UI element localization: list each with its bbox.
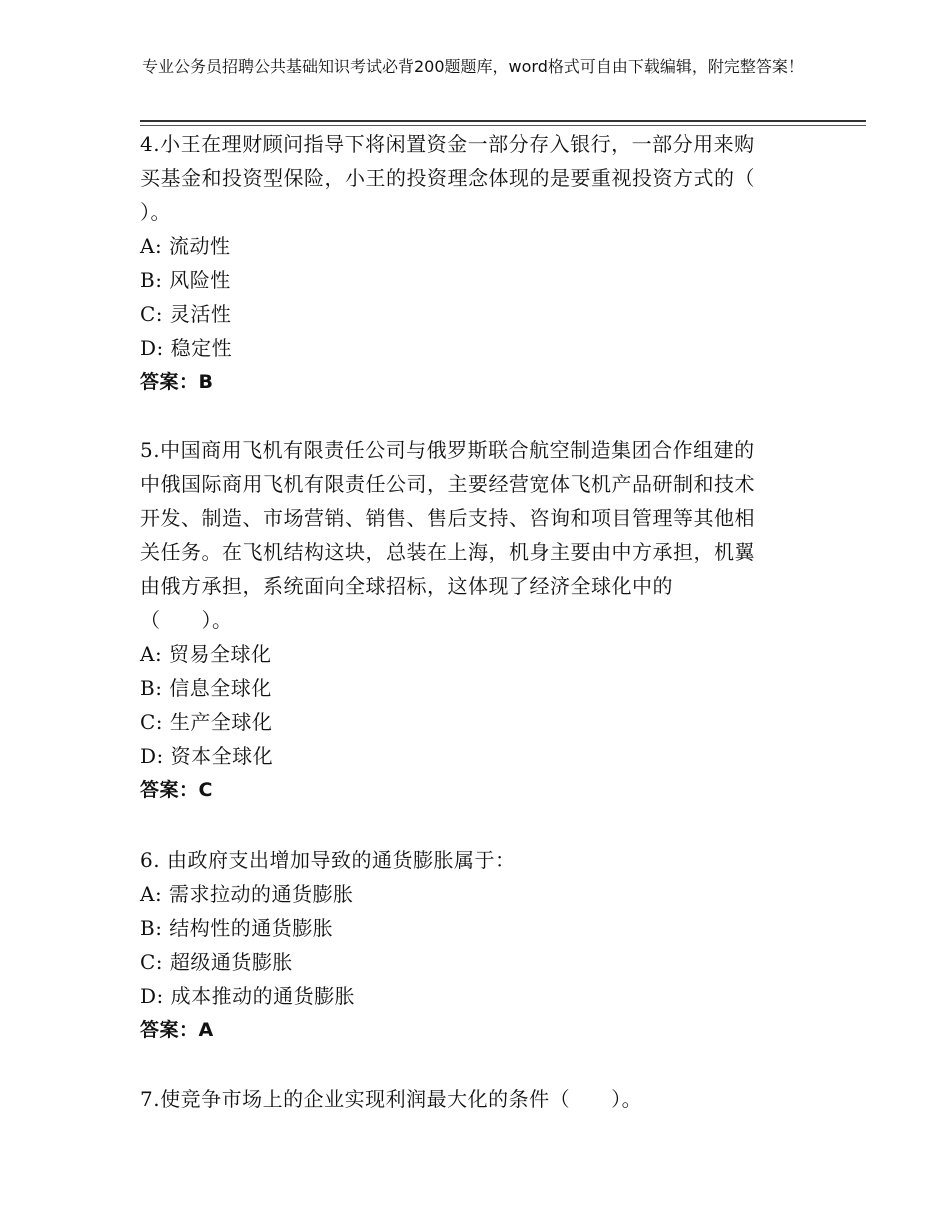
answer-line — [140, 1013, 810, 1047]
header-divider-thick — [140, 120, 866, 122]
option-text: 稳定性 — [170, 336, 233, 360]
question-stem-line: 4.小王在理财顾问指导下将闲置资金一部分存入银行，一部分用来购 — [140, 132, 755, 156]
option-label: D: — [140, 744, 164, 768]
option-label: A: — [140, 882, 163, 906]
question-stem-line: ）。 — [140, 200, 171, 224]
question-stem-line: 中俄国际商用飞机有限责任公司，主要经营宽体飞机产品研制和技术 — [140, 472, 755, 496]
option-d — [140, 739, 810, 773]
option-c — [140, 705, 810, 739]
option-text: 灵活性 — [169, 302, 232, 326]
answer-label: 答案： — [140, 779, 199, 801]
header-text: 专业公务员招聘公共基础知识考试必背200题题库，word格式可自由下载编辑，附完整答案！ — [142, 57, 804, 76]
question-stem-line: 由俄方承担，系统面向全球招标，这体现了经济全球化中的 — [140, 574, 673, 598]
question-stem-line: 6. 由政府支出增加导致的通货膨胀属于： — [140, 848, 516, 872]
question-stem-line: 关任务。在飞机结构这块，总装在上海，机身主要由中方承担，机翼 — [140, 540, 755, 564]
option-a — [140, 229, 810, 263]
option-text: 风险性 — [169, 268, 231, 292]
answer-value: B — [198, 371, 214, 393]
question-stem-line: （ ）。 — [140, 608, 233, 632]
question-5 — [140, 433, 810, 807]
option-label: B: — [140, 916, 163, 940]
answer-label: 答案： — [140, 1019, 199, 1041]
option-a — [140, 637, 810, 671]
option-label: A: — [140, 642, 163, 666]
question-6 — [140, 843, 810, 1047]
option-text: 流动性 — [169, 234, 231, 258]
answer-label: 答案： — [140, 371, 199, 393]
option-label: D: — [140, 336, 164, 360]
option-label: B: — [140, 676, 163, 700]
option-text: 贸易全球化 — [169, 642, 272, 666]
option-text: 需求拉动的通货膨胀 — [169, 882, 354, 906]
option-label: D: — [140, 984, 164, 1008]
option-c — [140, 945, 810, 979]
header-divider-thin — [140, 125, 866, 126]
answer-line — [140, 365, 810, 399]
document-header — [142, 56, 842, 78]
option-b — [140, 911, 810, 945]
option-c — [140, 297, 810, 331]
question-7 — [140, 1082, 810, 1116]
option-text: 超级通货膨胀 — [169, 950, 293, 974]
question-stem-line: 7.使竞争市场上的企业实现利润最大化的条件（ ）。 — [140, 1087, 643, 1111]
question-4 — [140, 127, 810, 399]
option-d — [140, 331, 810, 365]
question-stem-line: 买基金和投资型保险，小王的投资理念体现的是要重视投资方式的（ — [140, 166, 755, 190]
option-label: C: — [140, 302, 164, 326]
question-stem-line: 5.中国商用飞机有限责任公司与俄罗斯联合航空制造集团合作组建的 — [140, 438, 755, 462]
option-d — [140, 979, 810, 1013]
option-label: C: — [140, 950, 164, 974]
option-b — [140, 671, 810, 705]
option-label: A: — [140, 234, 163, 258]
answer-line — [140, 773, 810, 807]
option-text: 资本全球化 — [170, 744, 274, 768]
option-text: 生产全球化 — [169, 710, 273, 734]
option-b — [140, 263, 810, 297]
option-a — [140, 877, 810, 911]
answer-value: C — [198, 779, 213, 801]
option-label: B: — [140, 268, 163, 292]
answer-value: A — [198, 1019, 214, 1041]
option-text: 信息全球化 — [169, 676, 272, 700]
question-stem-line: 开发、制造、市场营销、销售、售后支持、咨询和项目管理等其他相 — [140, 506, 755, 530]
option-text: 结构性的通货膨胀 — [169, 916, 334, 940]
option-text: 成本推动的通货膨胀 — [170, 984, 356, 1008]
option-label: C: — [140, 710, 164, 734]
